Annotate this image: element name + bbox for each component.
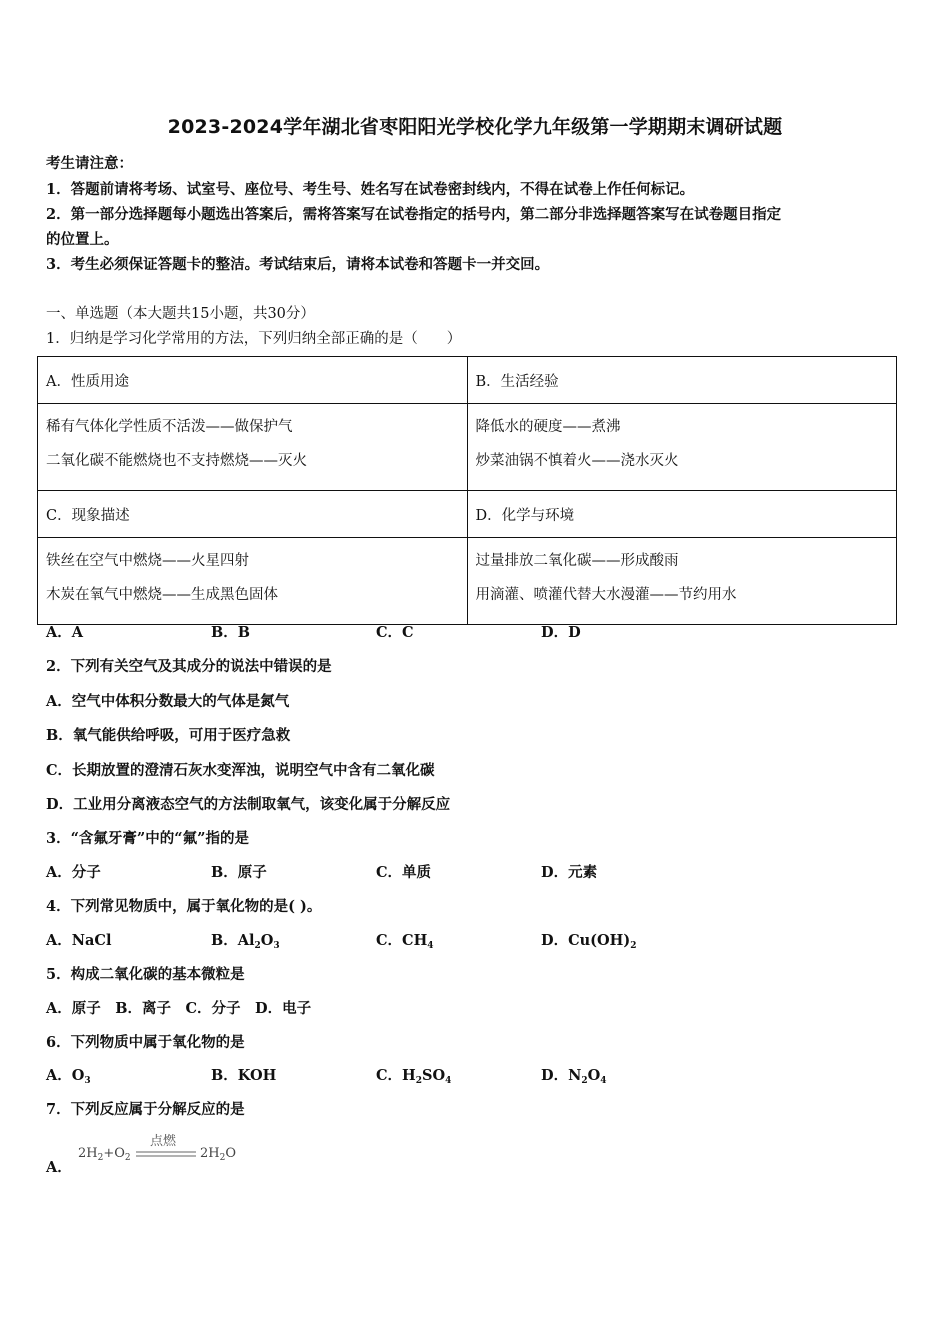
cell-line: 炒菜油锅不慎着火——浇水灭火 <box>475 453 679 469</box>
q3-option-d: D．元素 <box>541 864 598 881</box>
question-7-stem: 7．下列反应属于分解反应的是 <box>46 1101 245 1118</box>
q4-option-d: D．$Cu(OH)_2$ <box>541 932 637 951</box>
cell-line: 过量排放二氧化碳——形成酸雨 <box>475 553 679 569</box>
q7-option-a-label: A． <box>46 1159 72 1176</box>
cell-a-body <box>38 404 468 491</box>
q4-option-c: C．$CH_4$ <box>376 932 434 951</box>
reaction-condition: 点燃 <box>150 1134 177 1149</box>
question-3-stem: 3．“含氟牙膏”中的“氟”指的是 <box>46 830 249 847</box>
question-6-stem: 6．下列物质中属于氧化物的是 <box>46 1034 245 1051</box>
cell-c-body <box>38 538 468 625</box>
q4-option-b: B．$Al_2O_3$ <box>211 932 280 951</box>
equation-lhs: $2H_2+O_2$ <box>78 1146 131 1163</box>
note-item: 2．第一部分选择题每小题选出答案后，需将答案写在试卷指定的括号内，第二部分非选择题答案写在试卷题目指定 <box>46 206 782 223</box>
notes-heading: 考生请注意： <box>46 155 133 172</box>
q1-option-c: C．C <box>376 624 414 641</box>
q7-equation <box>78 1130 258 1174</box>
q2-option-c: C．长期放置的澄清石灰水变浑浊，说明空气中含有二氧化碳 <box>46 762 435 779</box>
cell-b-body <box>467 404 897 491</box>
cell-c-head: C．现象描述 <box>38 491 468 538</box>
equation-rhs: $2H_2O$ <box>200 1146 237 1163</box>
q6-option-a: A．$O_3$ <box>46 1067 91 1086</box>
q3-option-b: B．原子 <box>211 864 267 881</box>
q3-option-a: A．分子 <box>46 864 101 881</box>
q6-option-d: D．$N_2O_4$ <box>541 1067 607 1086</box>
equals-sign <box>136 1150 200 1160</box>
question-1-stem: 1．归纳是学习化学常用的方法，下列归纳全部正确的是（ ） <box>46 331 462 347</box>
cell-line: 用滴灌、喷灌代替大水漫灌——节约用水 <box>475 587 737 603</box>
cell-d-head: D．化学与环境 <box>467 491 897 538</box>
q6-option-b: B．KOH <box>211 1067 277 1084</box>
q1-option-d: D．D <box>541 624 581 641</box>
note-item: 的位置上。 <box>46 231 119 248</box>
cell-line: 降低水的硬度——煮沸 <box>475 419 621 435</box>
q5-options: A．原子 B．离子 C．分子 D．电子 <box>46 1000 312 1017</box>
cell-a-head: A．性质用途 <box>38 357 468 404</box>
q4-option-a: A．NaCl <box>46 932 112 949</box>
cell-line: 稀有气体化学性质不活泼——做保护气 <box>46 419 293 435</box>
q2-option-a: A．空气中体积分数最大的气体是氮气 <box>46 693 290 710</box>
cell-b-head: B．生活经验 <box>467 357 897 404</box>
cell-line: 二氧化碳不能燃烧也不支持燃烧——灭火 <box>46 453 307 469</box>
question-2-stem: 2．下列有关空气及其成分的说法中错误的是 <box>46 658 332 675</box>
q3-option-c: C．单质 <box>376 864 432 881</box>
cell-line: 铁丝在空气中燃烧——火星四射 <box>46 553 249 569</box>
note-item: 1．答题前请将考场、试室号、座位号、考生号、姓名写在试卷密封线内，不得在试卷上作任何标记。 <box>46 181 695 198</box>
q1-option-b: B．B <box>211 624 251 641</box>
cell-line: 木炭在氧气中燃烧——生成黑色固体 <box>46 587 278 603</box>
q2-option-b: B．氧气能供给呼吸，可用于医疗急救 <box>46 727 291 744</box>
page-title: 2023-2024学年湖北省枣阳阳光学校化学九年级第一学期期末调研试题 <box>167 116 783 138</box>
question-5-stem: 5．构成二氧化碳的基本微粒是 <box>46 966 245 983</box>
q1-option-a: A．A <box>46 624 84 641</box>
q2-option-d: D．工业用分离液态空气的方法制取氧气，该变化属于分解反应 <box>46 796 451 813</box>
note-item: 3．考生必须保证答题卡的整洁。考试结束后，请将本试卷和答题卡一并交回。 <box>46 256 550 273</box>
q6-option-c: C．$H_2SO_4$ <box>376 1067 452 1086</box>
question-4-stem: 4．下列常见物质中，属于氧化物的是( )。 <box>46 898 322 915</box>
cell-d-body <box>467 538 897 625</box>
question-1-table <box>37 356 897 625</box>
section-heading: 一、单选题（本大题共15小题，共30分） <box>46 306 315 322</box>
